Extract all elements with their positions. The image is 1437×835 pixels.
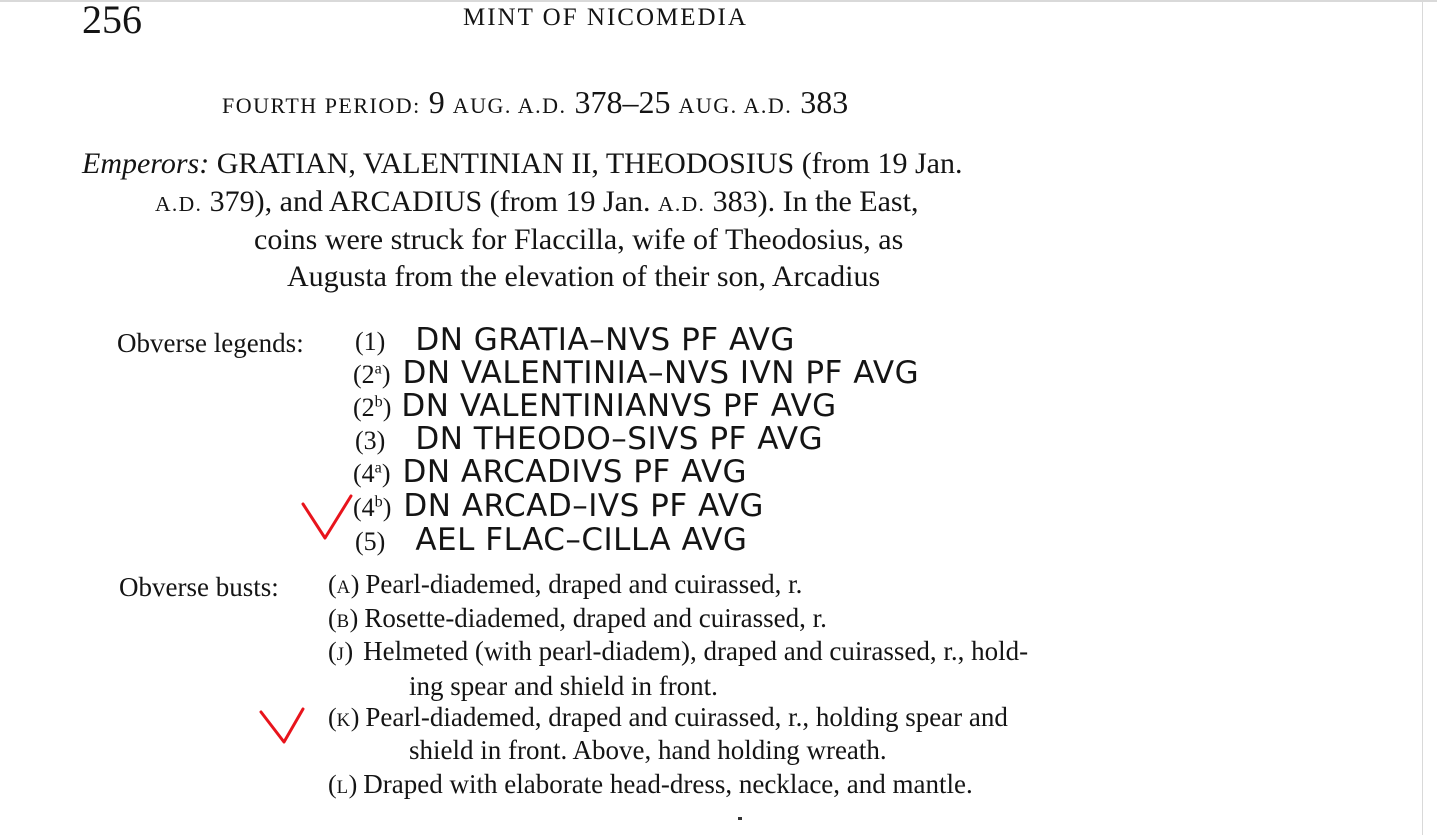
bust-text-continued: ing spear and shield in front. [409, 671, 718, 701]
legend-text: DN VALENTINIA–NVS IVN PF AVG [402, 355, 920, 391]
legend-row [355, 421, 823, 457]
emperors-ad-1: A.D. [155, 192, 203, 216]
period-year-range: 378–25 [574, 84, 671, 120]
legend-number: (4$^a$) [353, 459, 391, 488]
period-title [222, 84, 848, 121]
emperors-ad-2: A.D. [657, 192, 706, 216]
bust-row [328, 569, 802, 600]
legend-row [353, 388, 837, 424]
legend-row [353, 355, 919, 391]
page-top-edge [0, 0, 1437, 2]
legend-number: (4$^b$) [353, 493, 392, 522]
period-month-start: AUG. A.D. [452, 93, 567, 118]
check-mark-icon [300, 492, 354, 542]
emperors-text-2-end: 383). In the East, [705, 185, 919, 218]
bust-text: Draped with elaborate head-dress, necklace, and mantle. [363, 769, 973, 799]
bust-row [328, 603, 827, 634]
bust-text: Pearl-diademed, draped and cuirassed, r., holding spear and [365, 702, 1008, 732]
emperors-text-1: GRATIAN, VALENTINIAN II, THEODOSIUS (from 19 Jan. [209, 147, 963, 180]
bust-code: (J) [328, 637, 354, 666]
period-day-start: 9 [428, 84, 445, 120]
bust-row [328, 636, 1028, 667]
legend-row [353, 488, 764, 524]
page-right-edge [1422, 0, 1423, 835]
legend-number: (5) [355, 527, 386, 556]
legend-row [355, 522, 747, 558]
legend-row [355, 322, 795, 358]
legend-text: DN ARCADIVS PF AVG [402, 454, 748, 490]
period-year-end: 383 [800, 84, 849, 120]
legend-text: DN ARCAD–IVS PF AVG [403, 488, 764, 524]
legend-number: (1) [355, 327, 386, 356]
obverse-busts-label: Obverse busts: [119, 572, 279, 602]
emperors-label: Emperors: [82, 147, 210, 180]
running-head: MINT OF NICOMEDIA [463, 4, 748, 31]
bust-text: Helmeted (with pearl-diadem), draped and cuirassed, r., hold- [363, 636, 1029, 666]
obverse-legends-label: Obverse legends: [117, 328, 304, 358]
emperors-line-1 [82, 147, 963, 181]
bust-row [328, 769, 973, 800]
bust-text: Pearl-diademed, draped and cuirassed, r. [365, 569, 803, 599]
bust-code: (L) [328, 770, 358, 799]
bust-text-continued: shield in front. Above, hand holding wreath. [409, 735, 887, 765]
legend-text: DN THEODO–SIVS PF AVG [415, 421, 824, 457]
legend-number: (2$^b$) [353, 393, 392, 422]
stray-mark [738, 817, 742, 820]
check-mark-icon [258, 706, 306, 746]
page-number: 256 [82, 0, 142, 42]
bust-code: (K) [328, 703, 360, 732]
legend-text: DN GRATIA–NVS PF AVG [415, 322, 795, 358]
legend-text: AEL FLAC–CILLA AVG [415, 522, 748, 558]
legend-number: (2$^a$) [353, 360, 391, 389]
bust-code: (A) [328, 570, 360, 599]
legend-row [353, 454, 747, 490]
emperors-line-3: coins were struck for Flaccilla, wife of Theodosius, as [254, 223, 904, 256]
legend-text: DN VALENTINIANVS PF AVG [401, 388, 837, 424]
period-month-end: AUG. A.D. [678, 93, 793, 118]
bust-text: Rosette-diademed, draped and cuirassed, r. [364, 603, 827, 633]
check-mark-stroke [303, 496, 351, 538]
emperors-text-2: 379), and ARCADIUS (from 19 Jan. [202, 185, 658, 218]
period-label: FOURTH PERIOD: [222, 93, 421, 118]
legend-number: (3) [355, 426, 386, 455]
bust-code: (B) [328, 604, 359, 633]
emperors-line-2 [155, 185, 918, 219]
check-mark-stroke [261, 709, 303, 742]
bust-row [328, 702, 1008, 733]
emperors-line-4: Augusta from the elevation of their son, Arcadius [287, 260, 881, 293]
